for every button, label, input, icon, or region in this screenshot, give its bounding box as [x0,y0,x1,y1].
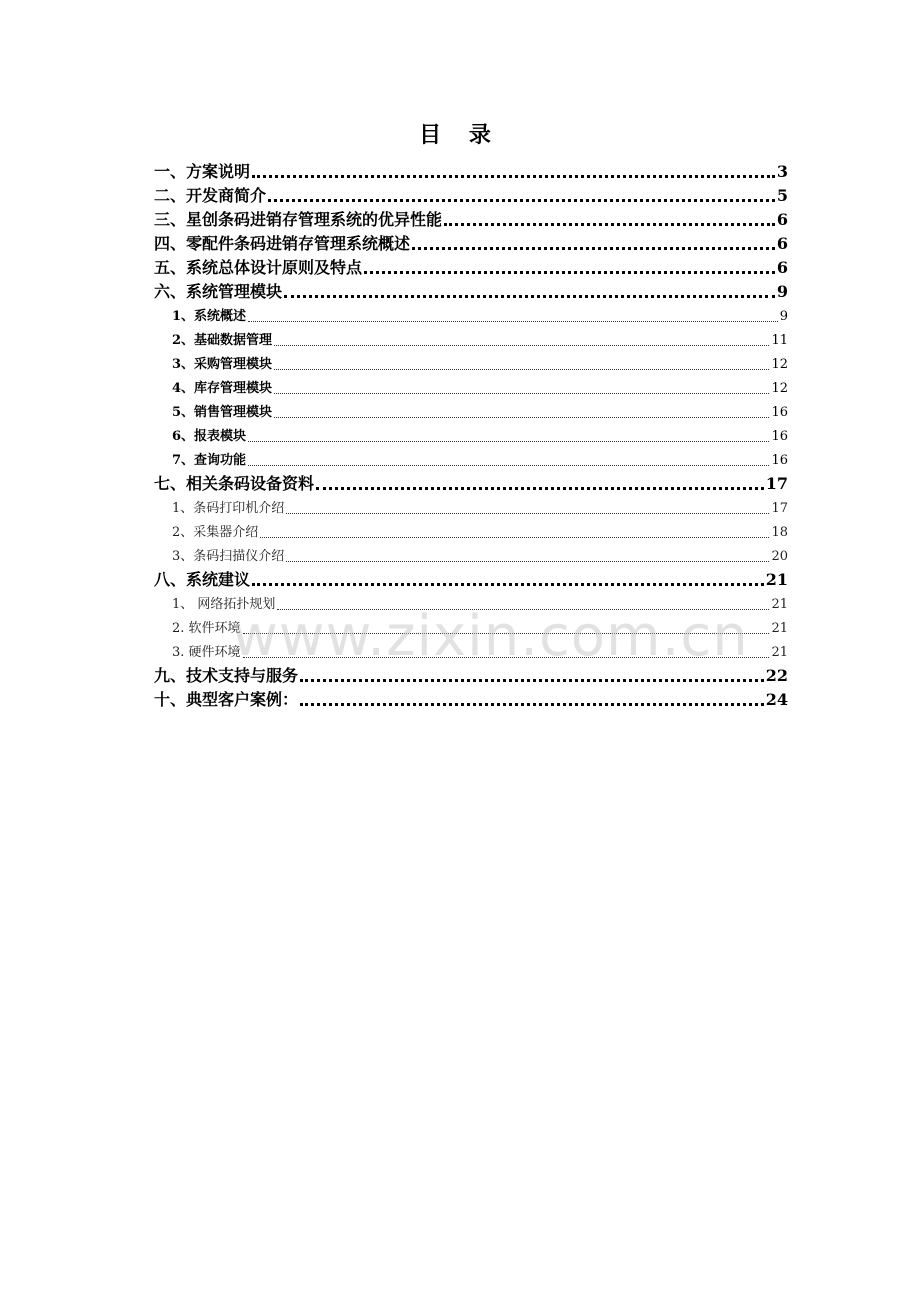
toc-dot-leader [252,175,775,178]
toc-dot-leader [316,487,764,490]
toc-dot-leader [277,609,769,610]
toc-entry[interactable] [154,496,788,520]
toc-entry[interactable] [154,184,788,208]
toc-dot-leader [243,633,770,634]
toc-title: 目 录 [419,122,501,148]
toc-entry[interactable] [154,256,788,280]
toc-dot-leader [284,295,775,298]
toc-entry-label: 八、系统建议 [154,570,251,589]
toc-entry-page-number: 24 [765,690,788,709]
toc-dot-leader [300,679,764,682]
toc-entry[interactable] [154,376,788,400]
toc-dot-leader [364,271,775,274]
toc-entry-label: 五、系统总体设计原则及特点 [154,258,363,277]
toc-entry[interactable] [154,448,788,472]
toc-entry-page-number: 16 [771,429,788,444]
toc-entry[interactable] [154,688,788,712]
toc-entry-label: 3、采购管理模块 [172,357,273,372]
toc-entry-page-number: 9 [779,309,788,324]
toc-entry-page-number: 12 [771,381,788,396]
toc-dot-leader [444,223,775,226]
toc-entry-page-number: 6 [776,210,788,229]
toc-entry-label: 一、方案说明 [154,162,251,181]
toc-entry-label: 十、典型客户案例： [154,690,299,709]
toc-entry[interactable] [154,472,788,496]
toc-entry-label: 七、相关条码设备资料 [154,474,315,493]
toc-entry[interactable] [154,664,788,688]
toc-dot-leader [260,537,769,538]
toc-entry-label: 六、系统管理模块 [154,282,283,301]
toc-dot-leader [274,417,769,418]
toc-entry-label: 1、 网络拓扑规划 [172,597,276,612]
toc-entry[interactable] [154,328,788,352]
toc-entry-label: 九、技术支持与服务 [154,666,299,685]
toc-entry-label: 7、查询功能 [172,453,247,468]
toc-entry-label: 四、零配件条码进销存管理系统概述 [154,234,411,253]
toc-dot-leader [248,465,769,466]
toc-dot-leader [286,513,769,514]
toc-entry-label: 3、条码扫描仪介绍 [172,549,285,564]
toc-entry-page-number: 20 [771,549,788,564]
toc-entry-page-number: 16 [771,405,788,420]
toc-entry-page-number: 22 [765,666,788,685]
toc-entry-page-number: 12 [771,357,788,372]
toc-entry[interactable] [154,160,788,184]
toc-entry-page-number: 5 [776,186,788,205]
toc-entry[interactable] [154,640,788,664]
watermark: www.zixin.com.cn [232,604,749,669]
toc-entry-page-number: 21 [765,570,788,589]
toc-dot-leader [274,369,769,370]
toc-dot-leader [248,441,769,442]
toc-entry-label: 1、系统概述 [172,309,247,324]
toc-entry[interactable] [154,616,788,640]
toc-entry-page-number: 11 [771,333,788,348]
toc-entry[interactable] [154,400,788,424]
toc-entry-page-number: 18 [771,525,788,540]
toc-entry-page-number: 17 [771,501,788,516]
toc-entry-page-number: 21 [771,597,788,612]
toc-dot-leader [248,321,778,322]
toc-entry[interactable] [154,568,788,592]
toc-entry-label: 6、报表模块 [172,429,247,444]
toc-entry-label: 2、采集器介绍 [172,525,259,540]
toc-dot-leader [268,199,775,202]
toc-dot-leader [274,345,769,346]
toc-dot-leader [300,703,764,706]
toc-entry-label: 2. 软件环境 [172,621,241,636]
toc-entry-label: 3. 硬件环境 [172,645,241,660]
toc-entry[interactable] [154,208,788,232]
toc-entry-page-number: 21 [771,645,788,660]
toc-entry[interactable] [154,304,788,328]
toc-dot-leader [412,247,775,250]
toc-dot-leader [286,561,769,562]
toc-dot-leader [252,583,764,586]
toc-entry-page-number: 9 [776,282,788,301]
toc-dot-leader [243,657,770,658]
toc-entry[interactable] [154,280,788,304]
toc-entry[interactable] [154,352,788,376]
toc-entry[interactable] [154,544,788,568]
toc-entry-label: 4、库存管理模块 [172,381,273,396]
toc-entry[interactable] [154,592,788,616]
toc-entry-page-number: 6 [776,234,788,253]
toc-entry-label: 5、销售管理模块 [172,405,273,420]
toc-entry-label: 二、开发商简介 [154,186,267,205]
toc-entry[interactable] [154,232,788,256]
toc-entry-page-number: 17 [765,474,788,493]
toc-entry-label: 三、星创条码进销存管理系统的优异性能 [154,210,443,229]
toc-dot-leader [274,393,769,394]
table-of-contents [154,160,788,712]
toc-entry-page-number: 3 [776,162,788,181]
toc-entry[interactable] [154,424,788,448]
toc-entry-label: 2、基础数据管理 [172,333,273,348]
toc-entry-page-number: 21 [771,621,788,636]
toc-entry-page-number: 6 [776,258,788,277]
toc-entry[interactable] [154,520,788,544]
toc-entry-label: 1、条码打印机介绍 [172,501,285,516]
toc-entry-page-number: 16 [771,453,788,468]
